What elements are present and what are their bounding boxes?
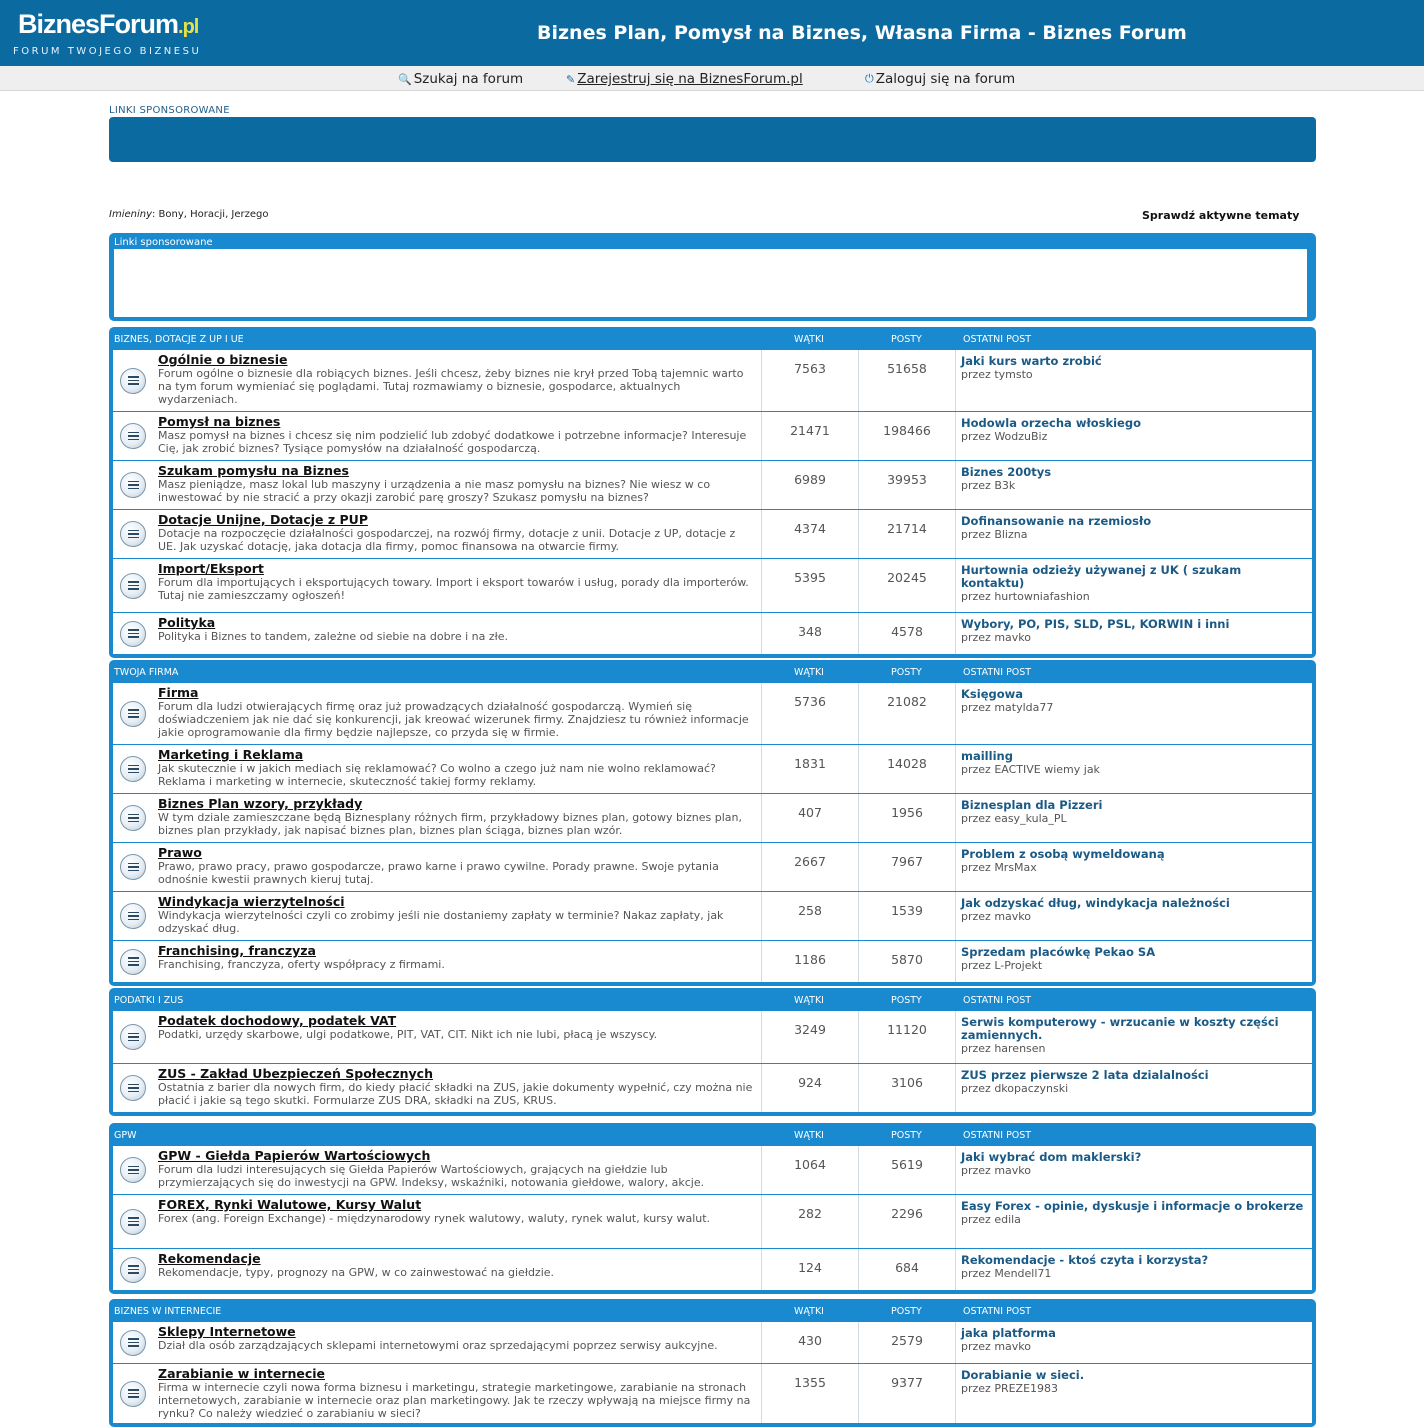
forum-description: Polityka i Biznes to tandem, zależne od siebie na dobre i na złe. xyxy=(158,630,509,643)
forum-last-post xyxy=(956,1146,1312,1194)
last-post-link[interactable]: Dorabianie w sieci. xyxy=(961,1368,1085,1382)
last-post-link[interactable]: Jaki kurs warto zrobić xyxy=(961,354,1102,368)
forum-posts-count: 7967 xyxy=(859,843,956,891)
forum-description: Ostatnia z barier dla nowych firm, do kiedy płacić składki na ZUS, jakie dokumenty wypełnić, czy można nie płacić i jakie są tego skutki. Formularze ZUS DRA, składki na ZUS, KRUS. xyxy=(158,1081,753,1107)
forum-last-post xyxy=(956,843,1312,891)
last-post-link[interactable]: jaka platforma xyxy=(961,1326,1056,1340)
forum-description: Rekomendacje, typy, prognozy na GPW, w co zainwestować na giełdzie. xyxy=(158,1266,555,1279)
category-title[interactable]: BIZNES W INTERNECIE xyxy=(114,1306,222,1317)
last-post-author: przez mavko xyxy=(961,1164,1031,1177)
last-post-author: przez MrsMax xyxy=(961,861,1037,874)
forum-read-icon xyxy=(120,1381,146,1407)
forum-read-icon xyxy=(120,1024,146,1050)
forum-title-link[interactable]: Firma xyxy=(158,685,199,700)
forum-title-link[interactable]: Rekomendacje xyxy=(158,1251,261,1266)
sponsored-links-content xyxy=(114,249,1307,317)
forum-info xyxy=(153,941,762,982)
forum-read-icon xyxy=(120,521,146,547)
forum-status-icon xyxy=(113,510,153,558)
forum-last-post xyxy=(956,559,1312,612)
forum-status-icon xyxy=(113,892,153,940)
register-link-label: Zarejestruj się na BiznesForum.pl xyxy=(577,71,803,87)
category-title[interactable]: GPW xyxy=(114,1130,137,1141)
forum-read-icon xyxy=(120,701,146,727)
forum-row xyxy=(113,793,1312,842)
forum-topics-count: 258 xyxy=(762,892,859,940)
forum-description: Masz pieniądze, masz lokal lub maszyny i urządzenia a nie masz pomysłu na biznes? Nie wiesz w co inwestować by nie stracić a przy okazji zarobić parę groszy? Szukasz pomysłu na biznes? xyxy=(158,478,711,504)
column-posts: POSTY xyxy=(891,667,922,678)
forum-info xyxy=(153,892,762,940)
forum-description: Forum ogólne o biznesie dla robiących biznes. Jeśli chcesz, żeby biznes nie krył przed Tobą tajemnic warto na tym forum wymieniać się poglądami. Tutaj rozmawiamy o biznesie, gospodarce, aktualnych wydarzeniach. xyxy=(158,367,744,406)
top-navigation xyxy=(0,66,1424,91)
column-topics: WĄTKI xyxy=(794,334,824,345)
column-topics: WĄTKI xyxy=(794,995,824,1006)
forum-topics-count: 6989 xyxy=(762,461,859,509)
forum-status-icon xyxy=(113,843,153,891)
forum-title-link[interactable]: Prawo xyxy=(158,845,202,860)
forum-posts-count: 14028 xyxy=(859,745,956,793)
last-post-author: przez matylda77 xyxy=(961,701,1054,714)
last-post-author: przez PREZE1983 xyxy=(961,1382,1059,1395)
forum-topics-count: 3249 xyxy=(762,1011,859,1063)
forum-last-post xyxy=(956,510,1312,558)
forum-read-icon xyxy=(120,423,146,449)
search-icon: 🔍 xyxy=(398,72,412,86)
forum-title-link[interactable]: Sklepy Internetowe xyxy=(158,1324,296,1339)
forum-row xyxy=(113,682,1312,744)
forum-category xyxy=(109,988,1316,1116)
forum-status-icon xyxy=(113,559,153,612)
forum-row xyxy=(113,1010,1312,1063)
forum-last-post xyxy=(956,892,1312,940)
forum-description: Podatki, urzędy skarbowe, ulgi podatkowe, PIT, VAT, CIT. Nikt ich nie lubi, płacą je wszyscy. xyxy=(158,1028,658,1041)
last-post-author: przez EACTIVE wiemy jak xyxy=(961,763,1100,776)
forum-status-icon xyxy=(113,1195,153,1248)
column-topics: WĄTKI xyxy=(794,667,824,678)
forum-status-icon xyxy=(113,1364,153,1423)
register-icon: ✎ xyxy=(566,72,576,86)
forum-description: Dział dla osób zarządzających sklepami internetowymi oraz sprzedającymi poprzez serwisy aukcyjne. xyxy=(158,1339,718,1352)
site-header xyxy=(0,0,1424,66)
forum-description: Forum dla ludzi interesujących się Giełda Papierów Wartościowych, grających na giełdzie lub przymierzających się do inwestycji na GPW. Indeksy, wskaźniki, notowania giełdowe, walory, akcje. xyxy=(158,1163,705,1189)
forum-title-link[interactable]: Ogólnie o biznesie xyxy=(158,352,288,367)
column-last-post: OSTATNI POST xyxy=(963,334,1032,345)
forum-description: Prawo, prawo pracy, prawo gospodarcze, prawo karne i prawo cywilne. Porady prawne. Swoje pytania odnośnie kwestii prawnych kieruj tutaj. xyxy=(158,860,719,886)
forum-topics-count: 7563 xyxy=(762,350,859,411)
forum-title-link[interactable]: Biznes Plan wzory, przykłady xyxy=(158,796,363,811)
forum-info xyxy=(153,510,762,558)
category-header xyxy=(113,988,1312,1010)
last-post-link[interactable]: Problem z osobą wymeldowaną xyxy=(961,847,1165,861)
forum-read-icon xyxy=(120,472,146,498)
forum-topics-count: 348 xyxy=(762,613,859,654)
forum-description: Masz pomysł na biznes i chcesz się nim podzielić lub zdobyć dodatkowe i potrzebne informacje? Interesuje Cię, jak zrobić biznes? Tysiące pomysłów na działalność gospodarczą. xyxy=(158,429,747,455)
last-post-link[interactable]: Biznesplan dla Pizzeri xyxy=(961,798,1103,812)
column-topics: WĄTKI xyxy=(794,1306,824,1317)
sponsored-label: LINKI SPONSOROWANE xyxy=(109,105,230,116)
login-link-label: Zaloguj się na forum xyxy=(875,71,1016,87)
site-logo[interactable] xyxy=(13,8,208,57)
forum-info xyxy=(153,559,762,612)
forum-row xyxy=(113,891,1312,940)
sponsored-links-box xyxy=(109,233,1316,321)
last-post-link[interactable]: Hodowla orzecha włoskiego xyxy=(961,416,1141,430)
forum-row xyxy=(113,349,1312,411)
last-post-author: przez edila xyxy=(961,1213,1021,1226)
forum-description: Jak skutecznie i w jakich mediach się reklamować? Co wolno a czego już nam nie wolno reklamować? Reklama i marketing w internecie, skuteczność takiej formy reklamy. xyxy=(158,762,716,788)
forum-title-link[interactable]: Zarabianie w internecie xyxy=(158,1366,326,1381)
last-post-author: przez mavko xyxy=(961,631,1031,644)
forum-last-post xyxy=(956,613,1312,654)
forum-posts-count: 1539 xyxy=(859,892,956,940)
forum-description: Forex (ang. Foreign Exchange) - międzynarodowy rynek walutowy, waluty, rynek walut, kursy walut. xyxy=(158,1212,711,1225)
forum-read-icon xyxy=(120,621,146,647)
forum-topics-count: 5395 xyxy=(762,559,859,612)
last-post-author: przez mavko xyxy=(961,1340,1031,1353)
forum-info xyxy=(153,745,762,793)
forum-posts-count: 3106 xyxy=(859,1064,956,1112)
forum-info xyxy=(153,350,762,411)
forum-posts-count: 684 xyxy=(859,1249,956,1290)
forum-row xyxy=(113,558,1312,612)
forum-read-icon xyxy=(120,1209,146,1235)
forum-description: Dotacje na rozpoczęcie działalności gospodarczej, na rozwój firmy, dotacje z unii. Dotacje z UP, dotacje z UE. Jak uzyskać dotację, jaka dotacja dla firmy, pomoc finansowa na otwarcie firmy. xyxy=(158,527,736,553)
last-post-author: przez mavko xyxy=(961,910,1031,923)
forum-last-post xyxy=(956,350,1312,411)
column-last-post: OSTATNI POST xyxy=(963,667,1032,678)
forum-row xyxy=(113,1063,1312,1112)
forum-title-link[interactable]: GPW - Giełda Papierów Wartościowych xyxy=(158,1148,431,1163)
forum-row xyxy=(113,1248,1312,1290)
sponsored-banner xyxy=(109,117,1316,162)
forum-status-icon xyxy=(113,1146,153,1194)
forum-row xyxy=(113,1363,1312,1423)
forum-info xyxy=(153,412,762,460)
forum-title-link[interactable]: FOREX, Rynki Walutowe, Kursy Walut xyxy=(158,1197,422,1212)
last-post-link[interactable]: Hurtownia odzieży używanej z UK ( szukam kontaktu) xyxy=(961,563,1242,590)
forum-title-link[interactable]: Polityka xyxy=(158,615,216,630)
forum-description: Windykacja wierzytelności czyli co zrobimy jeśli nie dostaniemy zapłaty w terminie? Nakaz zapłaty, jak odzyskać dług. xyxy=(158,909,724,935)
forum-last-post xyxy=(956,412,1312,460)
forum-last-post xyxy=(956,1195,1312,1248)
last-post-link[interactable]: Jak odzyskać dług, windykacja należności xyxy=(961,896,1230,910)
forum-category xyxy=(109,327,1316,658)
forum-topics-count: 2667 xyxy=(762,843,859,891)
forum-row xyxy=(113,744,1312,793)
forum-info xyxy=(153,1364,762,1423)
forum-row xyxy=(113,1321,1312,1363)
forum-row xyxy=(113,842,1312,891)
forum-title-link[interactable]: Dotacje Unijne, Dotacje z PUP xyxy=(158,512,368,527)
forum-title-link[interactable]: Szukam pomysłu na Biznes xyxy=(158,463,349,478)
forum-last-post xyxy=(956,1249,1312,1290)
column-posts: POSTY xyxy=(891,334,922,345)
forum-read-icon xyxy=(120,1157,146,1183)
last-post-author: przez Blizna xyxy=(961,528,1028,541)
last-post-author: przez L-Projekt xyxy=(961,959,1043,972)
forum-read-icon xyxy=(120,368,146,394)
last-post-author: przez harensen xyxy=(961,1042,1046,1055)
category-title[interactable]: BIZNES, DOTACJE Z UP I UE xyxy=(114,334,244,345)
forum-posts-count: 2579 xyxy=(859,1322,956,1363)
last-post-link[interactable]: ZUS przez pierwsze 2 lata dzialalności xyxy=(961,1068,1209,1082)
forum-status-icon xyxy=(113,745,153,793)
forum-last-post xyxy=(956,794,1312,842)
forum-info xyxy=(153,613,762,654)
forum-topics-count: 407 xyxy=(762,794,859,842)
category-header xyxy=(113,327,1312,349)
forum-topics-count: 1831 xyxy=(762,745,859,793)
last-post-author: przez tymsto xyxy=(961,368,1033,381)
forum-posts-count: 20245 xyxy=(859,559,956,612)
forum-topics-count: 5736 xyxy=(762,683,859,744)
forum-posts-count: 21082 xyxy=(859,683,956,744)
column-posts: POSTY xyxy=(891,1130,922,1141)
logo-text: BiznesForum xyxy=(18,9,179,39)
forum-read-icon xyxy=(120,1257,146,1283)
last-post-link[interactable]: Dofinansowanie na rzemiosło xyxy=(961,514,1152,528)
forum-posts-count: 4578 xyxy=(859,613,956,654)
forum-read-icon xyxy=(120,756,146,782)
logo-tld: .pl xyxy=(178,16,199,38)
last-post-author: przez easy_kula_PL xyxy=(961,812,1067,825)
forum-title-link[interactable]: Franchising, franczyza xyxy=(158,943,316,958)
forum-status-icon xyxy=(113,461,153,509)
forum-info xyxy=(153,1064,762,1112)
forum-last-post xyxy=(956,461,1312,509)
forum-status-icon xyxy=(113,1322,153,1363)
forum-status-icon xyxy=(113,1064,153,1112)
forum-status-icon xyxy=(113,794,153,842)
forum-row xyxy=(113,460,1312,509)
names-day-label: Imieniny xyxy=(109,209,152,220)
category-header xyxy=(113,1299,1312,1321)
search-link[interactable] xyxy=(398,71,523,87)
forum-topics-count: 1355 xyxy=(762,1364,859,1423)
last-post-link[interactable]: Księgowa xyxy=(961,687,1024,701)
forum-posts-count: 1956 xyxy=(859,794,956,842)
forum-read-icon xyxy=(120,1330,146,1356)
forum-posts-count: 9377 xyxy=(859,1364,956,1423)
site-title: Biznes Plan, Pomysł na Biznes, Własna Firma - Biznes Forum xyxy=(537,22,1187,44)
forum-last-post xyxy=(956,1322,1312,1363)
forum-info xyxy=(153,1146,762,1194)
forum-status-icon xyxy=(113,350,153,411)
forum-description: Forum dla importujących i eksportujących towary. Import i eksport towarów i usług, porady dla importerów. Tutaj nie zamieszczamy ogłoszeń! xyxy=(158,576,749,602)
forum-read-icon xyxy=(120,903,146,929)
search-link-label: Szukaj na forum xyxy=(413,71,524,87)
forum-read-icon xyxy=(120,1075,146,1101)
forum-last-post xyxy=(956,1011,1312,1063)
forum-last-post xyxy=(956,745,1312,793)
last-post-author: przez hurtowniafashion xyxy=(961,590,1090,603)
names-day-value: : Bony, Horacji, Jerzego xyxy=(152,209,269,220)
forum-info xyxy=(153,461,762,509)
forum-category xyxy=(109,1299,1316,1427)
last-post-author: przez dkopaczynski xyxy=(961,1082,1069,1095)
forum-posts-count: 39953 xyxy=(859,461,956,509)
last-post-link[interactable]: Sprzedam placówkę Pekao SA xyxy=(961,945,1156,959)
last-post-author: przez B3k xyxy=(961,479,1016,492)
forum-last-post xyxy=(956,1364,1312,1423)
forum-last-post xyxy=(956,1064,1312,1112)
forum-info xyxy=(153,1249,762,1290)
category-header xyxy=(113,660,1312,682)
forum-row xyxy=(113,411,1312,460)
forum-row xyxy=(113,1145,1312,1194)
forum-row xyxy=(113,612,1312,654)
forum-last-post xyxy=(956,683,1312,744)
column-topics: WĄTKI xyxy=(794,1130,824,1141)
forum-topics-count: 430 xyxy=(762,1322,859,1363)
names-day xyxy=(109,209,269,220)
forum-read-icon xyxy=(120,573,146,599)
forum-row xyxy=(113,509,1312,558)
forum-info xyxy=(153,1322,762,1363)
forum-description: Firma w internecie czyli nowa forma biznesu i marketingu, strategie marketingowe, zarabianie na stronach internetowych, zarabianie w internecie oraz plan marketingowy. Jak te rzeczy wpływają na miejsce firmy na rynku? Co należy wiedzieć o zarabianiu w sieci? xyxy=(158,1381,751,1420)
last-post-link[interactable]: Biznes 200tys xyxy=(961,465,1052,479)
column-last-post: OSTATNI POST xyxy=(963,1130,1032,1141)
forum-read-icon xyxy=(120,949,146,975)
forum-read-icon xyxy=(120,854,146,880)
forum-posts-count: 21714 xyxy=(859,510,956,558)
column-posts: POSTY xyxy=(891,1306,922,1317)
forum-last-post xyxy=(956,941,1312,982)
last-post-link[interactable]: mailling xyxy=(961,749,1013,763)
forum-posts-count: 2296 xyxy=(859,1195,956,1248)
last-post-link[interactable]: Serwis komputerowy - wrzucanie w koszty części zamiennych. xyxy=(961,1015,1279,1042)
forum-info xyxy=(153,794,762,842)
register-link[interactable] xyxy=(566,71,803,87)
forum-topics-count: 124 xyxy=(762,1249,859,1290)
column-posts: POSTY xyxy=(891,995,922,1006)
forum-row xyxy=(113,1194,1312,1248)
last-post-link[interactable]: Easy Forex - opinie, dyskusje i informacje o brokerze xyxy=(961,1199,1304,1213)
forum-title-link[interactable]: Marketing i Reklama xyxy=(158,747,304,762)
forum-posts-count: 11120 xyxy=(859,1011,956,1063)
sponsored-links-label: Linki sponsorowane xyxy=(114,237,213,248)
last-post-author: przez WodzuBiz xyxy=(961,430,1048,443)
category-header xyxy=(113,1123,1312,1145)
forum-status-icon xyxy=(113,941,153,982)
forum-status-icon xyxy=(113,1249,153,1290)
forum-status-icon xyxy=(113,1011,153,1063)
forum-topics-count: 1064 xyxy=(762,1146,859,1194)
forum-info xyxy=(153,683,762,744)
forum-posts-count: 198466 xyxy=(859,412,956,460)
forum-status-icon xyxy=(113,613,153,654)
forum-info xyxy=(153,1195,762,1248)
forum-status-icon xyxy=(113,683,153,744)
last-post-link[interactable]: Rekomendacje - ktoś czyta i korzysta? xyxy=(961,1253,1209,1267)
category-title[interactable]: TWOJA FIRMA xyxy=(114,667,179,678)
forum-topics-count: 4374 xyxy=(762,510,859,558)
forum-title-link[interactable]: Windykacja wierzytelności xyxy=(158,894,345,909)
last-post-link[interactable]: Jaki wybrać dom maklerski? xyxy=(961,1150,1142,1164)
forum-description: Forum dla ludzi otwierających firmę oraz już prowadzących działalność gospodarczą. Wymień się doświadczeniem jak nie dać się konkurencji, jak kreować wizerunek firmy. Znajdziesz tu również informacje jakie oprogramowanie dla firmy będzie najlepsze, co przyda się w firmie. xyxy=(158,700,749,739)
category-title[interactable]: PODATKI I ZUS xyxy=(114,995,184,1006)
forum-read-icon xyxy=(120,805,146,831)
login-link[interactable] xyxy=(865,71,1015,87)
forum-status-icon xyxy=(113,412,153,460)
forum-row xyxy=(113,940,1312,982)
forum-category xyxy=(109,1123,1316,1294)
forum-category xyxy=(109,660,1316,986)
forum-posts-count: 5619 xyxy=(859,1146,956,1194)
forum-title-link[interactable]: Podatek dochodowy, podatek VAT xyxy=(158,1013,397,1028)
forum-info xyxy=(153,1011,762,1063)
forum-posts-count: 51658 xyxy=(859,350,956,411)
forum-description: W tym dziale zamieszczane będą Biznesplany różnych firm, przykładowy biznes plan, gotowy biznes plan, biznes plan przykłady, jak napisać biznes plan, biznes plan ściąga, biznes plan wzór. xyxy=(158,811,743,837)
active-topics-link[interactable]: Sprawdź aktywne tematy xyxy=(1142,209,1300,222)
power-icon: ⏻ xyxy=(865,72,874,85)
forum-info xyxy=(153,843,762,891)
forum-topics-count: 21471 xyxy=(762,412,859,460)
last-post-author: przez Mendell71 xyxy=(961,1267,1052,1280)
column-last-post: OSTATNI POST xyxy=(963,1306,1032,1317)
forum-posts-count: 5870 xyxy=(859,941,956,982)
forum-topics-count: 1186 xyxy=(762,941,859,982)
logo-tagline: FORUM TWOJEGO BIZNESU xyxy=(13,46,202,57)
forum-topics-count: 282 xyxy=(762,1195,859,1248)
forum-title-link[interactable]: Import/Eksport xyxy=(158,561,264,576)
last-post-link[interactable]: Wybory, PO, PIS, SLD, PSL, KORWIN i inni xyxy=(961,617,1230,631)
forum-title-link[interactable]: ZUS - Zakład Ubezpieczeń Społecznych xyxy=(158,1066,433,1081)
forum-title-link[interactable]: Pomysł na biznes xyxy=(158,414,281,429)
forum-description: Franchising, franczyza, oferty współpracy z firmami. xyxy=(158,958,445,971)
column-last-post: OSTATNI POST xyxy=(963,995,1032,1006)
forum-topics-count: 924 xyxy=(762,1064,859,1112)
